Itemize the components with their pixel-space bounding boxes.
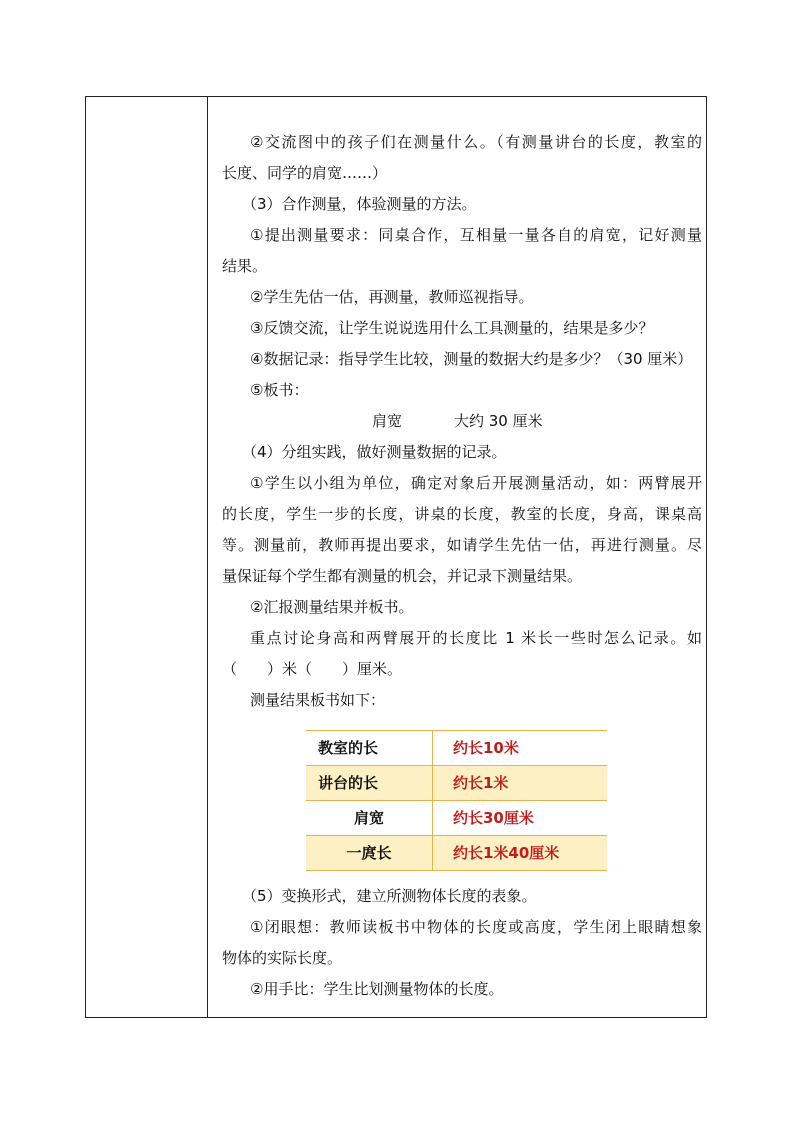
lesson-table-frame [85,96,707,1018]
row-label: 讲台的长 [306,766,433,801]
text-line: ③反馈交流，让学生说说选用什么工具测量的，结果是多少？ [250,319,654,337]
text-line: ①提出测量要求：同桌合作，互相量一量各自的肩宽，记好测量 [250,226,702,244]
text-line: ①学生以小组为单位，确定对象后开展测量活动，如：两臂展开 [250,474,702,492]
row-label: 一庹长 [306,836,433,871]
text-line: （ ）米（ ）厘米。 [222,660,403,678]
text-line: 长度、同学的肩宽……） [222,164,388,182]
step-heading: （4）分组实践，做好测量数据的记录。 [242,443,507,461]
text-line: ⑤板书： [250,381,309,399]
lesson-content [222,127,702,1005]
text-line: 的长度，学生一步的长度，讲桌的长度，教室的长度，身高，课桌高 [222,505,702,523]
board-item: 肩宽 [372,412,403,430]
text-line: ④数据记录：指导学生比较，测量的数据大约是多少？（30 厘米） [250,350,693,368]
table-row [306,766,607,801]
text-line: 等。测量前，教师再提出要求，如请学生先估一估，再进行测量。尽 [222,536,702,554]
text-line: 结果。 [222,257,268,275]
text-line: 物体的实际长度。 [222,949,343,967]
row-value: 约长1米 [433,766,608,801]
text-line: ②学生先估一估，再测量，教师巡视指导。 [250,288,534,306]
row-value: 约长30厘米 [433,801,608,836]
table-row [306,836,607,871]
text-line: 量保证每个学生都有测量的机会，并记录下测量结果。 [222,567,583,585]
board-writing [222,406,702,437]
text-line: 重点讨论身高和两臂展开的长度比 1 米长一些时怎么记录。如 [250,629,702,647]
text-line: ②交流图中的孩子们在测量什么。（有测量讲台的长度，教室的 [250,133,702,151]
step-heading: （3）合作测量，体验测量的方法。 [242,195,477,213]
text-line: ②汇报测量结果并板书。 [250,598,414,616]
board-value: 大约 30 厘米 [454,412,543,430]
row-value: 约长10米 [433,731,608,766]
table-row [306,801,607,836]
text-line: ②用手比：学生比划测量物体的长度。 [250,980,504,998]
results-table [306,730,607,871]
step-heading: （5）变换形式，建立所测物体长度的表象。 [242,887,537,905]
text-line: 测量结果板书如下： [250,691,386,709]
column-divider [207,97,208,1017]
table-row [306,731,607,766]
row-value: 约长1米40厘米 [433,836,608,871]
row-label: 肩宽 [353,808,384,827]
text-line: ①闭眼想：教师读板书中物体的长度或高度，学生闭上眼睛想象 [250,918,702,936]
row-label: 教室的长 [318,738,379,757]
